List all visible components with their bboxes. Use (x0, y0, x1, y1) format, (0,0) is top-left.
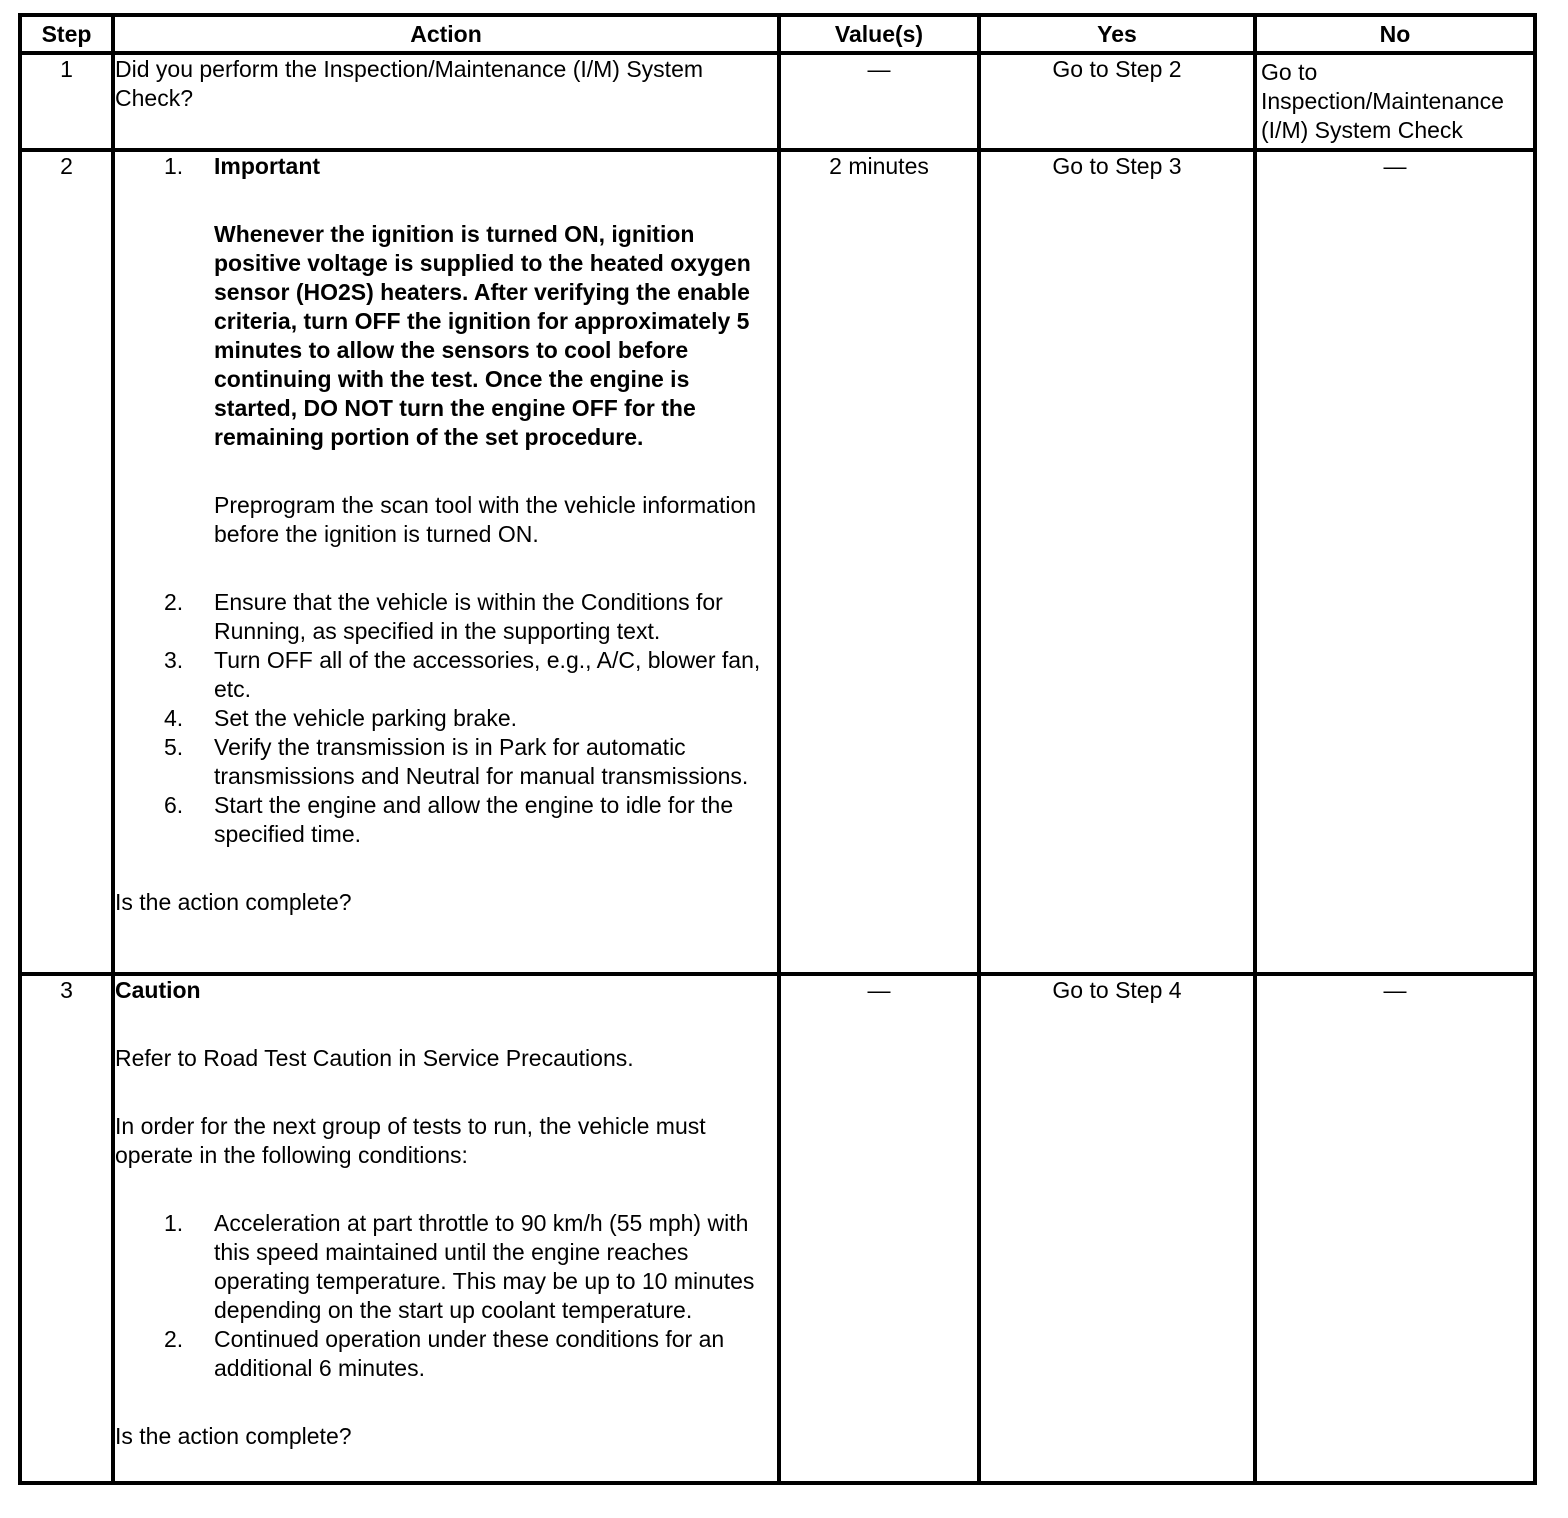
list-item (115, 733, 777, 791)
step-number: 1 (20, 53, 113, 150)
value-text: 2 minutes (829, 153, 929, 179)
no-value: — (1383, 153, 1407, 179)
value-cell (779, 974, 979, 1483)
table-row-step-3 (20, 974, 1535, 1483)
action-cell (113, 53, 779, 150)
action-question: Did you perform the Inspection/Maintenance (I/M) System Check? (115, 56, 704, 111)
list-item (115, 791, 777, 849)
list-item-number: 5. (164, 734, 184, 760)
list-item-number: 6. (164, 792, 184, 818)
yes-cell (979, 150, 1255, 974)
header-values: Value(s) (779, 15, 979, 53)
action-cell (113, 974, 779, 1483)
no-link[interactable]: Go to Inspection/Maintenance (I/M) System Check (1261, 59, 1504, 143)
yes-link[interactable]: Go to Step 3 (1052, 153, 1182, 179)
list-item (115, 646, 777, 704)
yes-link[interactable]: Go to Step 2 (1052, 56, 1182, 82)
value-cell (779, 150, 979, 974)
list-item-number: 1. (164, 1210, 184, 1236)
list-item (115, 1325, 777, 1383)
list-item-text: Ensure that the vehicle is within the Conditions for Running, as specified in the supporting text. (214, 589, 723, 644)
no-cell (1255, 53, 1535, 150)
header-step: Step (20, 15, 113, 53)
list-item-text: Acceleration at part throttle to 90 km/h (55 mph) with this speed maintained until the engine reaches operating temperature. This may be up to 10 minutes depending on the start up coolant temperature. (214, 1210, 755, 1323)
list-item-text: Turn OFF all of the accessories, e.g., A/C, blower fan, etc. (214, 647, 761, 702)
diagnostic-procedure-table (18, 13, 1537, 1485)
conditions-intro: In order for the next group of tests to run, the vehicle must operate in the following conditions: (115, 1113, 706, 1168)
value-cell (779, 53, 979, 150)
step-number: 3 (20, 974, 113, 1483)
header-no: No (1255, 15, 1535, 53)
important-text: Whenever the ignition is turned ON, ignition positive voltage is supplied to the heated oxygen sensor (HO2S) heaters. After verifying the enable criteria, turn OFF the ignition for approximately 5 minutes to allow the sensors to cool before continuing with the test. Once the engine is started, DO NOT turn the engine OFF for the remaining portion of the set procedure. (214, 221, 751, 450)
header-yes: Yes (979, 15, 1255, 53)
action-cell (113, 150, 779, 974)
value-text: — (867, 977, 891, 1003)
list-item-number: 4. (164, 705, 184, 731)
action-steps-list (115, 1209, 777, 1383)
yes-cell (979, 974, 1255, 1483)
list-item-number: 2. (164, 1326, 184, 1352)
yes-cell (979, 53, 1255, 150)
list-item-text: Start the engine and allow the engine to idle for the specified time. (214, 792, 734, 847)
important-title: Important (214, 153, 321, 179)
list-item (115, 152, 777, 588)
no-value: — (1383, 977, 1407, 1003)
list-item-number: 1. (164, 153, 184, 179)
list-item (115, 1209, 777, 1325)
preprogram-text: Preprogram the scan tool with the vehicle information before the ignition is turned ON. (214, 492, 757, 547)
action-steps-list (115, 152, 777, 849)
header-action: Action (113, 15, 779, 53)
list-item-number: 3. (164, 647, 184, 673)
caution-text: Refer to Road Test Caution in Service Precautions. (115, 1045, 634, 1071)
list-item-number: 2. (164, 589, 184, 615)
value-text: — (867, 56, 891, 82)
action-question: Is the action complete? (115, 1423, 352, 1449)
no-cell (1255, 150, 1535, 974)
no-cell (1255, 974, 1535, 1483)
yes-link[interactable]: Go to Step 4 (1052, 977, 1182, 1003)
table-row-step-1 (20, 53, 1535, 150)
list-item-text: Verify the transmission is in Park for automatic transmissions and Neutral for manual transmissions. (214, 734, 749, 789)
list-item (115, 704, 777, 733)
table-row-step-2 (20, 150, 1535, 974)
step-number: 2 (20, 150, 113, 974)
caution-title: Caution (115, 977, 201, 1003)
list-item-text: Continued operation under these conditions for an additional 6 minutes. (214, 1326, 725, 1381)
list-item (115, 588, 777, 646)
list-item-text: Set the vehicle parking brake. (214, 705, 518, 731)
header-row (20, 15, 1535, 53)
action-question: Is the action complete? (115, 889, 352, 915)
